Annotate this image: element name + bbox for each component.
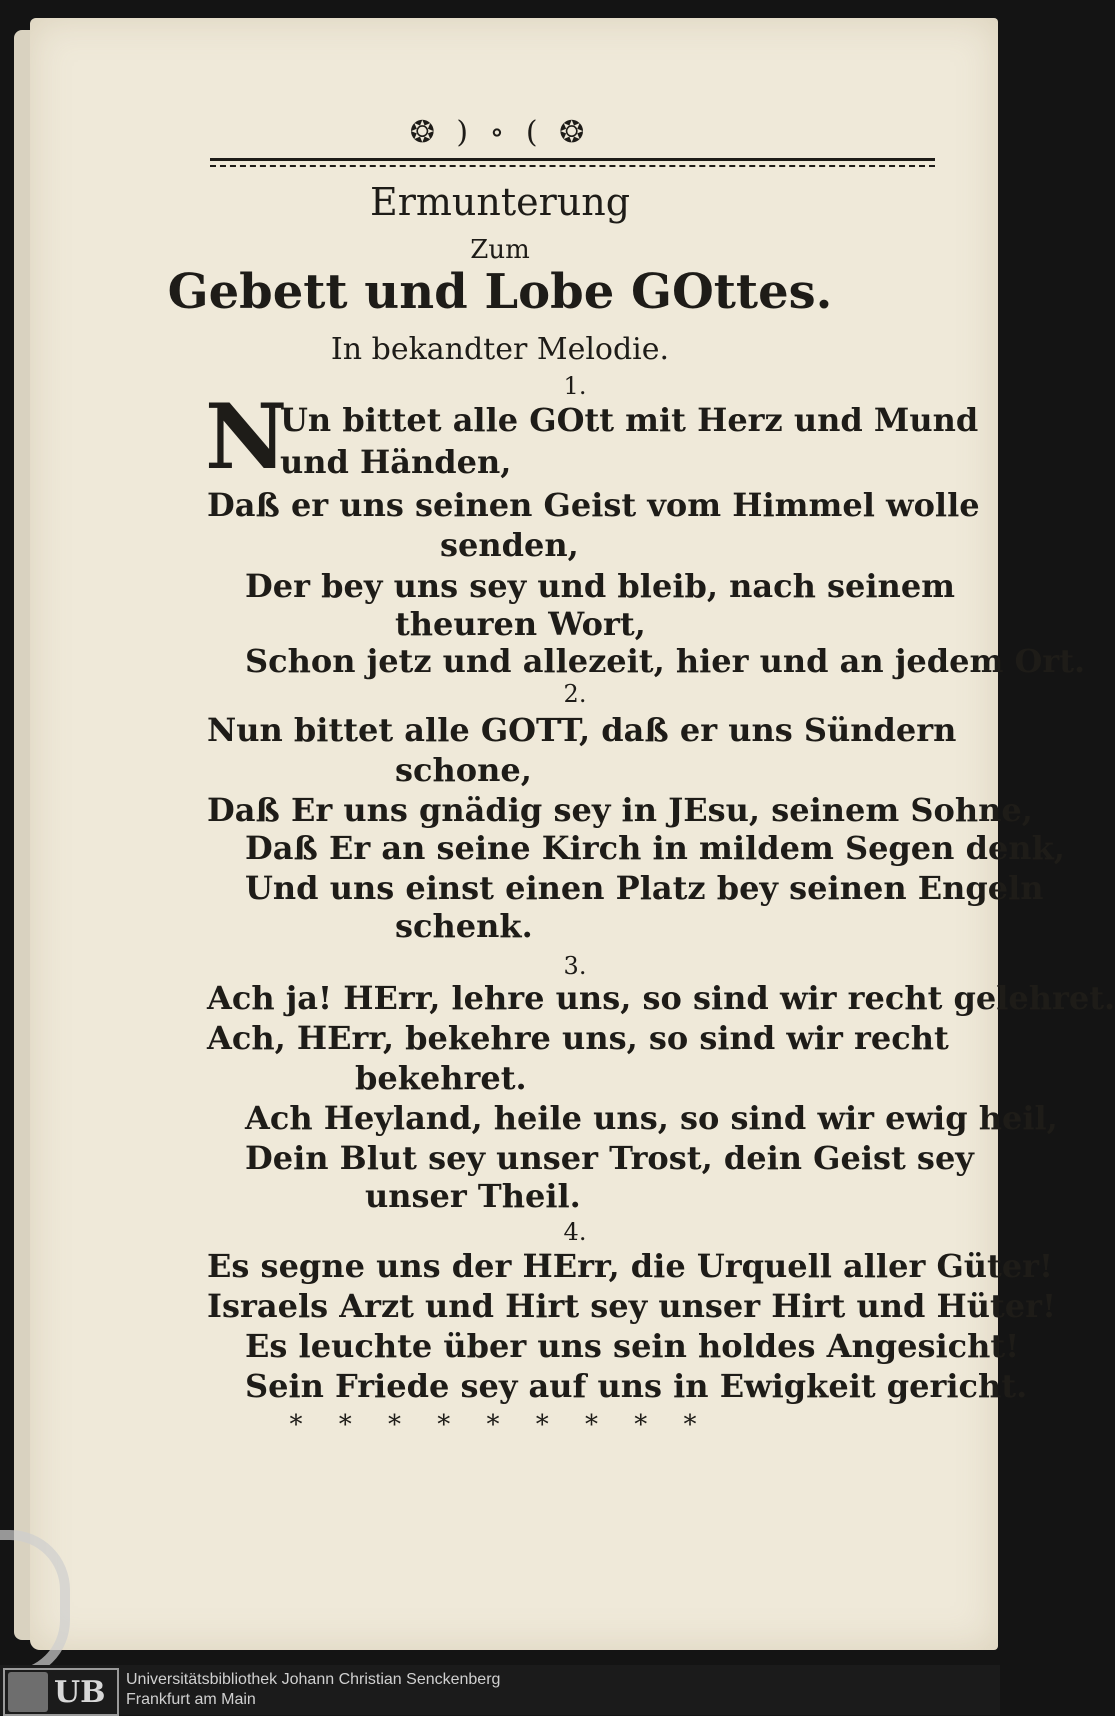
verse-2-line-1: Nun bittet alle GOTT, daß er uns Sündern bbox=[207, 711, 957, 749]
portrait-icon bbox=[8, 1672, 48, 1712]
main-title: Gebett und Lobe GOttes. bbox=[167, 264, 833, 320]
verse-number-1: 1. bbox=[563, 372, 587, 400]
library-logo bbox=[3, 1668, 119, 1716]
melody-note: In bekandter Melodie. bbox=[330, 332, 670, 367]
library-location: Frankfurt am Main bbox=[126, 1691, 256, 1708]
logo-text: UB bbox=[54, 1674, 106, 1710]
closing-stars: * * * * * * * * * bbox=[289, 1410, 711, 1440]
verse-1-line-2: und Händen, bbox=[280, 443, 512, 481]
verse-2-line-6: schenk. bbox=[395, 907, 533, 945]
verse-1-line-7: Schon jetz und allezeit, hier und an jedem Ort. bbox=[245, 642, 1086, 680]
verse-number-2: 2. bbox=[563, 680, 587, 708]
verse-4-line-1: Es segne uns der HErr, die Urquell aller Güter! bbox=[207, 1247, 1054, 1285]
drop-cap: N bbox=[205, 384, 288, 490]
verse-4-line-2: Israels Arzt und Hirt sey unser Hirt und Hüter! bbox=[207, 1287, 1057, 1325]
title-line-1: Ermunterung bbox=[369, 180, 631, 224]
verse-number-4: 4. bbox=[563, 1218, 587, 1246]
header-rule-dashed bbox=[210, 165, 935, 168]
verse-3-line-6: unser Theil. bbox=[365, 1177, 581, 1215]
header-ornament: ❂ ) ∘ ( ❂ bbox=[409, 115, 591, 150]
verse-1-line-6: theuren Wort, bbox=[395, 605, 646, 643]
verse-2-line-3: Daß Er uns gnädig sey in JEsu, seinem Sohne, bbox=[207, 791, 1033, 829]
verse-3-line-1: Ach ja! HErr, lehre uns, so sind wir recht gelehret. bbox=[207, 979, 1115, 1017]
verse-1-line-3: Daß er uns seinen Geist vom Himmel wolle bbox=[207, 486, 980, 524]
verse-number-3: 3. bbox=[563, 952, 587, 980]
library-name: Universitätsbibliothek Johann Christian Senckenberg bbox=[126, 1671, 501, 1688]
verse-2-line-5: Und uns einst einen Platz bey seinen Engeln bbox=[245, 869, 1044, 907]
verse-3-line-4: Ach Heyland, heile uns, so sind wir ewig heil, bbox=[245, 1099, 1058, 1137]
verse-1-line-1: Un bittet alle GOtt mit Herz und Mund bbox=[280, 401, 979, 439]
header-rule bbox=[210, 158, 935, 161]
title-line-2: Zum bbox=[470, 235, 530, 265]
verse-3-line-3: bekehret. bbox=[355, 1059, 527, 1097]
verse-3-line-2: Ach, HErr, bekehre uns, so sind wir recht bbox=[207, 1019, 949, 1057]
verse-1-line-5: Der bey uns sey und bleib, nach seinem bbox=[245, 567, 956, 605]
verse-1-line-4: senden, bbox=[440, 526, 579, 564]
verse-4-line-3: Es leuchte über uns sein holdes Angesicht! bbox=[245, 1327, 1020, 1365]
verse-2-line-4: Daß Er an seine Kirch in mildem Segen denk, bbox=[245, 829, 1065, 867]
verse-3-line-5: Dein Blut sey unser Trost, dein Geist sey bbox=[245, 1139, 974, 1177]
library-footer bbox=[0, 1665, 1000, 1715]
verse-4-line-4: Sein Friede sey auf uns in Ewigkeit gericht. bbox=[245, 1367, 1028, 1405]
verse-2-line-2: schone, bbox=[395, 751, 532, 789]
